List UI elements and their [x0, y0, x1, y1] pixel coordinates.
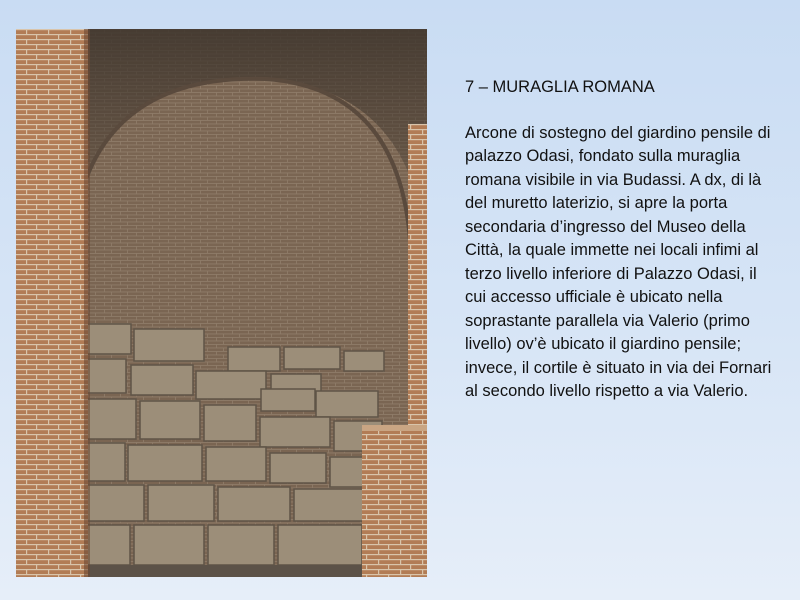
photo-roman-wall-drawing — [16, 29, 427, 577]
photo-roman-wall — [16, 29, 427, 577]
slide-title: 7 – MURAGLIA ROMANA — [465, 78, 655, 96]
slide-body: Arcone di sostegno del giardino pensile di palazzo Odasi, fondato sulla muraglia romana visibile in via Budassi. A dx, di là del muretto laterizio, si apre la porta secondaria d’ingresso del Museo della Città, la quale immette nei locali infimi al terzo livello inferiore di Palazzo Odasi, il cui accesso ufficiale è ubicato nella soprastante parallela via Valerio (primo livello) ov’è ubicato il giardino pensile; invece, il cortile è situato in via dei Fornari al secondo livello rispetto a via Valerio. — [465, 123, 772, 400]
text-block — [465, 76, 780, 404]
